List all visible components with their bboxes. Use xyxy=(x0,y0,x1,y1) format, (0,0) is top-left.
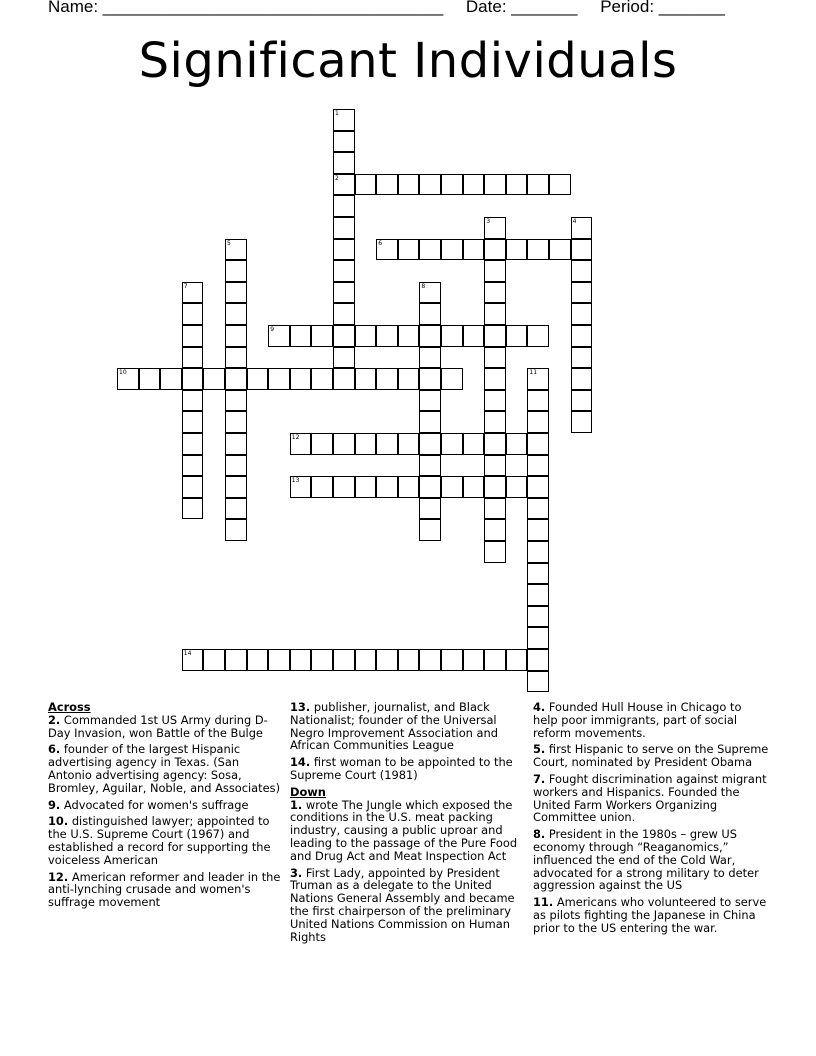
across-heading: Across xyxy=(48,700,91,714)
grid-cell[interactable] xyxy=(419,476,441,498)
grid-cell[interactable] xyxy=(398,433,420,455)
grid-cell[interactable] xyxy=(225,411,247,433)
clue-across-14: 14. first woman to be appointed to the Supreme Court (1981) xyxy=(290,755,513,782)
clue-number: 5 xyxy=(227,239,231,247)
clue-number: 3 xyxy=(486,218,491,225)
grid-cell[interactable] xyxy=(182,325,204,347)
grid-cell[interactable] xyxy=(484,519,506,541)
grid-cell[interactable] xyxy=(268,649,290,671)
down-heading: Down xyxy=(290,784,326,799)
clue-across-6: 6. founder of the largest Hispanic advertising agency in Texas. (San Antonio advertising agency: Sosa, Bromley, Aguilar, Noble, and Associates) xyxy=(48,742,281,795)
grid-cell[interactable] xyxy=(571,260,593,282)
grid-cell[interactable] xyxy=(527,498,549,520)
grid-cell[interactable] xyxy=(117,368,139,390)
grid-cell[interactable] xyxy=(419,347,441,369)
grid-cell[interactable] xyxy=(333,476,355,498)
grid-cell[interactable] xyxy=(225,649,247,671)
grid-cell[interactable] xyxy=(225,239,247,261)
grid-cell[interactable] xyxy=(419,368,441,390)
grid-cell[interactable] xyxy=(419,390,441,412)
grid-cell[interactable] xyxy=(527,671,549,693)
grid-cell[interactable] xyxy=(506,239,528,261)
grid-cell[interactable] xyxy=(506,476,528,498)
grid-cell[interactable] xyxy=(376,174,398,196)
grid-cell[interactable] xyxy=(506,325,528,347)
grid-cell[interactable] xyxy=(225,519,247,541)
grid-cell[interactable] xyxy=(333,131,355,153)
grid-cell[interactable] xyxy=(484,239,506,261)
clue-number: 7 xyxy=(183,282,188,290)
grid-cell[interactable] xyxy=(463,325,485,347)
clue-number: 11 xyxy=(529,369,538,377)
grid-cell[interactable] xyxy=(463,649,485,671)
grid-cell[interactable] xyxy=(333,368,355,390)
grid-cell[interactable] xyxy=(376,433,398,455)
grid-cell[interactable] xyxy=(182,498,204,520)
grid-cell[interactable] xyxy=(376,476,398,498)
grid-cell[interactable] xyxy=(484,411,506,433)
grid-cell[interactable] xyxy=(484,325,506,347)
grid-cell[interactable] xyxy=(419,649,441,671)
clue-across-9: 9. Advocated for women's suffrage xyxy=(48,797,249,812)
grid-cell[interactable] xyxy=(311,433,333,455)
grid-cell[interactable] xyxy=(376,325,398,347)
grid-cell[interactable] xyxy=(182,390,204,412)
grid-cell[interactable] xyxy=(398,368,420,390)
clue-down-3: 3. First Lady, appointed by President Truman as a delegate to the United Nations General Assembly and became the first chairperson of the preliminary United Nations Commission on Human Rights xyxy=(290,865,515,944)
grid-cell[interactable] xyxy=(527,174,549,196)
grid-cell[interactable] xyxy=(463,433,485,455)
grid-cell[interactable] xyxy=(441,368,463,390)
clue-number: 6 xyxy=(378,239,383,247)
clue-down-1: 1. wrote The Jungle which exposed the conditions in the U.S. meat packing industry, causing a public uproar and leading to the passage of the Pure Food and Drug Act and Meat Inspection Act xyxy=(290,797,518,863)
grid-cell[interactable] xyxy=(333,282,355,304)
grid-cell[interactable] xyxy=(419,239,441,261)
grid-cell[interactable] xyxy=(333,239,355,261)
clue-across-13: 13. publisher, journalist, and Black Nationalist; founder of the Universal Negro Improvement Association and African Communities League xyxy=(290,700,498,753)
grid-cell[interactable] xyxy=(571,217,593,239)
grid-cell[interactable] xyxy=(527,325,549,347)
grid-cell[interactable] xyxy=(376,649,398,671)
grid-cell[interactable] xyxy=(419,455,441,477)
grid-cell[interactable] xyxy=(225,476,247,498)
grid-cell[interactable] xyxy=(441,476,463,498)
clue-number: 10 xyxy=(119,369,127,377)
grid-cell[interactable] xyxy=(419,282,441,304)
grid-cell[interactable] xyxy=(333,217,355,239)
grid-cell[interactable] xyxy=(247,368,269,390)
grid-cell[interactable] xyxy=(182,455,204,477)
grid-cell[interactable] xyxy=(398,325,420,347)
grid-cell[interactable] xyxy=(419,519,441,541)
grid-cell[interactable] xyxy=(484,541,506,563)
grid-cell[interactable] xyxy=(182,303,204,325)
grid-cell[interactable] xyxy=(419,498,441,520)
grid-cell[interactable] xyxy=(527,368,549,390)
grid-cell[interactable] xyxy=(203,368,225,390)
grid-cell[interactable] xyxy=(311,476,333,498)
grid-cell[interactable] xyxy=(527,433,549,455)
grid-cell[interactable] xyxy=(225,347,247,369)
grid-cell[interactable] xyxy=(463,174,485,196)
grid-cell[interactable] xyxy=(484,174,506,196)
clue-down-5: 5. first Hispanic to serve on the Supreme Court, nominated by President Obama xyxy=(533,742,769,770)
clue-number: 1 xyxy=(335,110,339,117)
clues-column-1 xyxy=(48,701,282,913)
grid-cell[interactable] xyxy=(333,433,355,455)
clue-number: 8 xyxy=(421,282,426,290)
grid-cell[interactable] xyxy=(225,433,247,455)
grid-cell[interactable] xyxy=(484,217,506,239)
grid-cell[interactable] xyxy=(527,239,549,261)
grid-cell[interactable] xyxy=(225,498,247,520)
grid-cell[interactable] xyxy=(527,606,549,628)
grid-cell[interactable] xyxy=(333,303,355,325)
grid-cell[interactable] xyxy=(160,368,182,390)
grid-cell[interactable] xyxy=(225,325,247,347)
page-title: Significant Individuals xyxy=(138,33,678,89)
grid-cell[interactable] xyxy=(419,303,441,325)
grid-cell[interactable] xyxy=(225,303,247,325)
grid-cell[interactable] xyxy=(333,325,355,347)
grid-cell[interactable] xyxy=(571,411,593,433)
grid-cell[interactable] xyxy=(290,649,312,671)
grid-cell[interactable] xyxy=(333,195,355,217)
grid-cell[interactable] xyxy=(484,260,506,282)
grid-cell[interactable] xyxy=(571,303,593,325)
grid-cell[interactable] xyxy=(463,239,485,261)
grid-cell[interactable] xyxy=(527,411,549,433)
grid-cell[interactable] xyxy=(225,282,247,304)
grid-cell[interactable] xyxy=(355,325,377,347)
grid-cell[interactable] xyxy=(441,239,463,261)
grid-cell[interactable] xyxy=(268,325,290,347)
grid-cell[interactable] xyxy=(419,325,441,347)
grid-cell[interactable] xyxy=(311,368,333,390)
grid-cell[interactable] xyxy=(398,476,420,498)
grid-cell[interactable] xyxy=(182,282,204,304)
grid-cell[interactable] xyxy=(441,649,463,671)
clue-number: 14 xyxy=(183,650,192,657)
clue-down-8: 8. President in the 1980s – grew US economy through “Reaganomics,” influenced the end of the Cold War, advocated for a strong military to deter aggression against the US xyxy=(533,827,759,893)
grid-cell[interactable] xyxy=(225,368,247,390)
grid-cell[interactable] xyxy=(484,368,506,390)
grid-cell[interactable] xyxy=(355,476,377,498)
grid-cell[interactable] xyxy=(419,411,441,433)
grid-cell[interactable] xyxy=(247,649,269,671)
grid-cell[interactable] xyxy=(139,368,161,390)
grid-cell[interactable] xyxy=(419,433,441,455)
clue-number: 9 xyxy=(270,326,275,333)
grid-cell[interactable] xyxy=(441,433,463,455)
grid-cell[interactable] xyxy=(333,260,355,282)
clue-across-2: 2. Commanded 1st US Army during D-Day Invasion, won Battle of the Bulge xyxy=(48,712,268,740)
grid-cell[interactable] xyxy=(484,347,506,369)
grid-cell[interactable] xyxy=(290,476,312,498)
name-field[interactable]: Name: ____________________________________ xyxy=(48,0,444,16)
clue-across-12: 12. American reformer and leader in the anti-lynching crusade and women's suffrage movement xyxy=(48,869,281,910)
grid-cell[interactable] xyxy=(484,390,506,412)
date-field[interactable]: Date: _______ xyxy=(465,0,578,16)
clue-down-4: 4. Founded Hull House in Chicago to help poor immigrants, part of social reform movements. xyxy=(533,700,742,740)
grid-cell[interactable] xyxy=(225,455,247,477)
grid-cell[interactable] xyxy=(398,649,420,671)
period-field[interactable]: Period: _______ xyxy=(600,0,725,16)
grid-cell[interactable] xyxy=(333,347,355,369)
grid-cell[interactable] xyxy=(506,649,528,671)
grid-cell[interactable] xyxy=(484,498,506,520)
grid-cell[interactable] xyxy=(182,476,204,498)
grid-cell[interactable] xyxy=(571,368,593,390)
grid-cell[interactable] xyxy=(355,433,377,455)
clue-down-7: 7. Fought discrimination against migrant workers and Hispanics. Founded the United Farm Workers Organizing Committee union. xyxy=(533,771,767,825)
grid-cell[interactable] xyxy=(527,584,549,606)
grid-cell[interactable] xyxy=(290,368,312,390)
grid-cell[interactable] xyxy=(549,174,571,196)
grid-cell[interactable] xyxy=(398,239,420,261)
grid-cell[interactable] xyxy=(290,325,312,347)
grid-cell[interactable] xyxy=(225,390,247,412)
grid-cell[interactable] xyxy=(484,649,506,671)
grid-cell[interactable] xyxy=(290,433,312,455)
grid-cell[interactable] xyxy=(225,260,247,282)
grid-cell[interactable] xyxy=(527,519,549,541)
grid-cell[interactable] xyxy=(527,627,549,649)
grid-cell[interactable] xyxy=(441,174,463,196)
grid-cell[interactable] xyxy=(527,563,549,585)
grid-cell[interactable] xyxy=(571,239,593,261)
grid-cell[interactable] xyxy=(182,649,204,671)
clue-number: 2 xyxy=(335,174,339,182)
grid-cell[interactable] xyxy=(268,368,290,390)
grid-cell[interactable] xyxy=(506,174,528,196)
grid-cell[interactable] xyxy=(376,239,398,261)
grid-cell[interactable] xyxy=(527,649,549,671)
clues-column-3 xyxy=(533,701,769,939)
grid-cell[interactable] xyxy=(506,433,528,455)
grid-cell[interactable] xyxy=(441,325,463,347)
grid-cell[interactable] xyxy=(419,174,441,196)
clue-number: 12 xyxy=(291,434,300,441)
grid-cell[interactable] xyxy=(182,347,204,369)
grid-cell[interactable] xyxy=(571,282,593,304)
grid-cell[interactable] xyxy=(376,368,398,390)
grid-cell[interactable] xyxy=(203,649,225,671)
grid-cell[interactable] xyxy=(484,476,506,498)
grid-cell[interactable] xyxy=(333,109,355,131)
clue-down-11: 11. Americans who volunteered to serve as pilots fighting the Japanese in China prior to the US entering the war. xyxy=(533,895,767,935)
grid-cell[interactable] xyxy=(355,649,377,671)
clue-number: 4 xyxy=(572,218,577,225)
grid-cell[interactable] xyxy=(333,152,355,174)
grid-cell[interactable] xyxy=(333,649,355,671)
grid-cell[interactable] xyxy=(463,476,485,498)
grid-cell[interactable] xyxy=(182,411,204,433)
grid-cell[interactable] xyxy=(355,368,377,390)
grid-cell[interactable] xyxy=(484,282,506,304)
grid-cell[interactable] xyxy=(527,455,549,477)
grid-cell[interactable] xyxy=(527,541,549,563)
grid-cell[interactable] xyxy=(355,174,377,196)
clue-across-10: 10. distinguished lawyer; appointed to the U.S. Supreme Court (1967) and established a record for supporting the voiceless American xyxy=(48,814,271,867)
grid-cell[interactable] xyxy=(484,455,506,477)
grid-cell[interactable] xyxy=(484,303,506,325)
grid-cell[interactable] xyxy=(311,325,333,347)
grid-cell[interactable] xyxy=(311,649,333,671)
grid-cell[interactable] xyxy=(527,390,549,412)
grid-cell[interactable] xyxy=(527,476,549,498)
clues-column-2 xyxy=(290,701,525,947)
grid-cell[interactable] xyxy=(571,390,593,412)
grid-cell[interactable] xyxy=(398,174,420,196)
grid-cell[interactable] xyxy=(182,433,204,455)
grid-cell[interactable] xyxy=(333,174,355,196)
grid-cell[interactable] xyxy=(182,368,204,390)
grid-cell[interactable] xyxy=(549,239,571,261)
grid-cell[interactable] xyxy=(484,433,506,455)
grid-cell[interactable] xyxy=(571,325,593,347)
clue-number: 13 xyxy=(291,477,300,485)
grid-cell[interactable] xyxy=(571,347,593,369)
